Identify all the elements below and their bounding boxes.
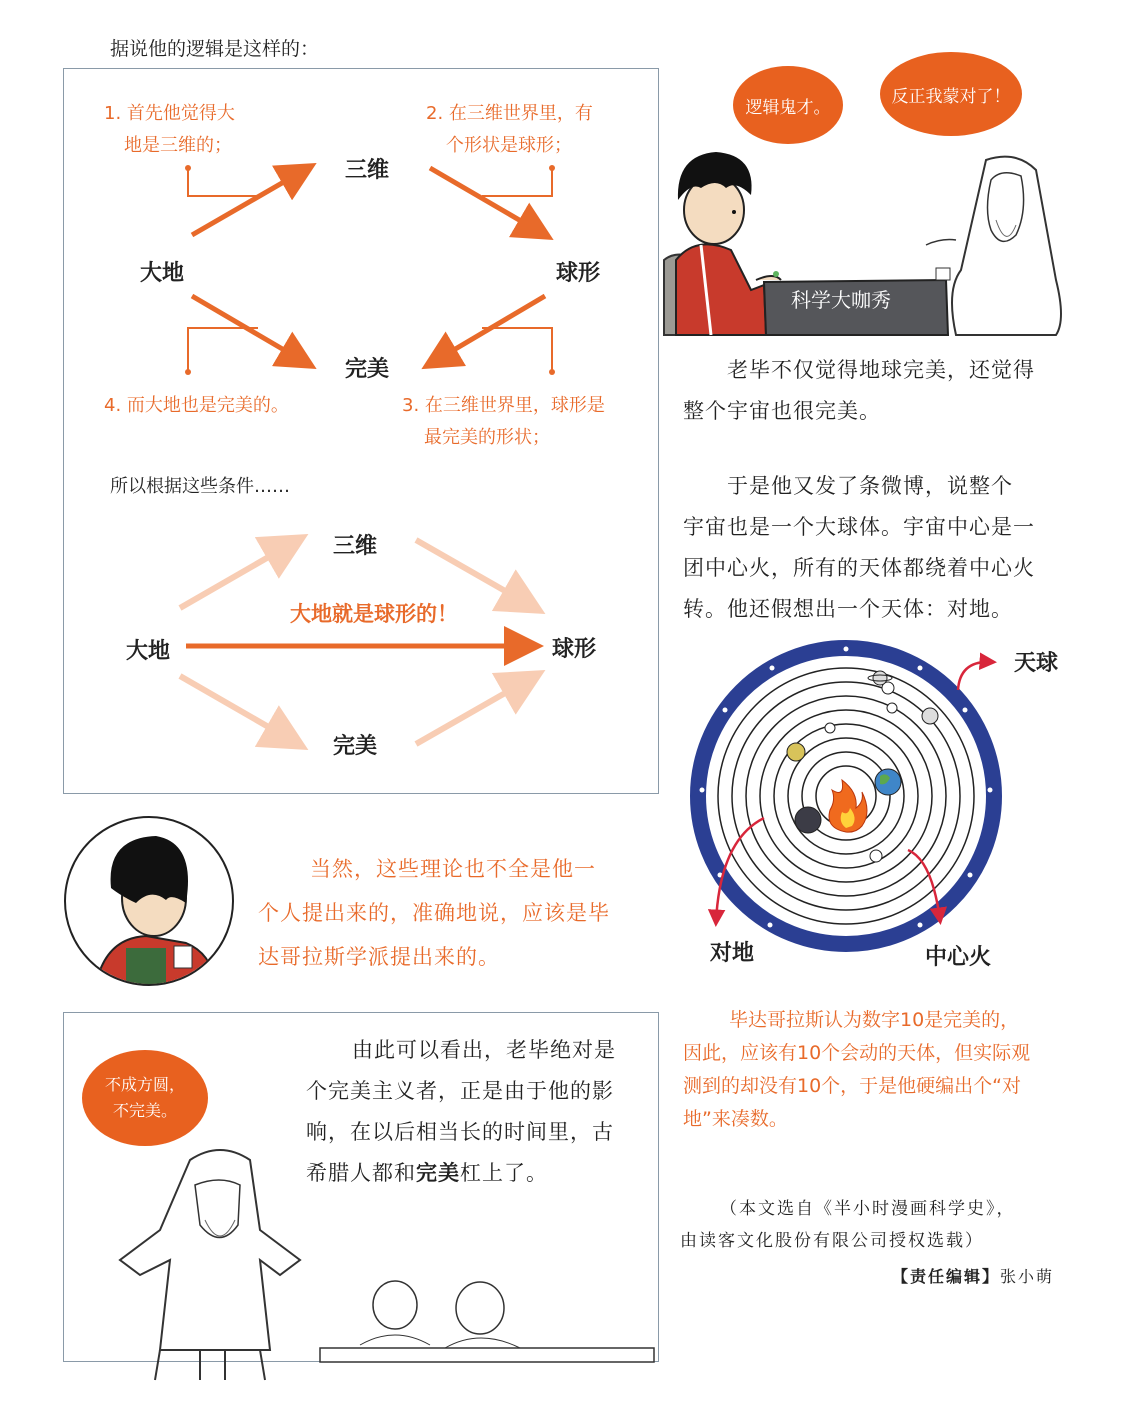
bottom-paragraph: 由此可以看出，老毕绝对是 个完美主义者，正是由于他的影 响，在以后相当长的时间里，古 希腊人都和完美杠上了。 [306, 1038, 616, 1185]
jupiter-icon [922, 708, 938, 724]
cosmos-diagram [680, 640, 1100, 980]
node-perfect: 完美 [345, 357, 390, 382]
mercury-icon [787, 743, 805, 761]
saturn-icon [873, 671, 887, 685]
label-counter-earth: 对地 [710, 941, 755, 966]
right-paragraph-1: 老毕不仅觉得地球完美，还觉得 整个宇宙也很完美。 [683, 358, 1035, 423]
caption-text: 毕达哥拉斯认为数字10是完美的， 因此，应该有10个会动的天体，但实际观 测到的却没有10个，于是他硬编出个“对 地”来凑数。 [683, 1009, 1031, 1130]
earth-icon [875, 769, 901, 795]
counter-earth-icon [795, 807, 821, 833]
sky-arrow [958, 662, 992, 690]
arrow-earth-to-perfect [192, 296, 308, 364]
faded-arrow-1 [180, 540, 298, 608]
bubble-lucky: 反正我蒙对了！ [880, 52, 1022, 136]
comic-characters-top [656, 140, 1076, 340]
source-credit: （本文选自《半小时漫画科学史》， 由读客文化股份有限公司授权选载） [680, 1199, 1016, 1251]
so-text: 所以根据这些条件…… [110, 476, 290, 497]
venus-icon [825, 723, 835, 733]
bubble-imperfect: 不成方圆， 不完美。 [82, 1050, 208, 1146]
node2-3d: 三维 [333, 534, 378, 559]
comic-characters-bottom [100, 1140, 660, 1385]
note-1: 1. 首先他觉得大 地是三维的； [104, 103, 235, 156]
arrow-sphere-to-perfect [430, 296, 545, 364]
label-central-fire: 中心火 [925, 945, 992, 970]
desk-sign: 科学大咖秀 [791, 288, 891, 312]
moon-icon [870, 850, 882, 862]
arrow-earth-to-3d [192, 168, 308, 235]
conclusion-label: 大地就是球形的！ [290, 602, 458, 626]
node2-perfect: 完美 [333, 734, 378, 759]
node-3d: 三维 [345, 158, 390, 183]
note-2: 2. 在三维世界里，有 个形状是球形； [426, 103, 593, 156]
note-4: 4. 而大地也是完美的。 [104, 395, 289, 416]
node-sphere: 球形 [556, 261, 601, 286]
bubble-logic: 逻辑鬼才。 [733, 66, 843, 144]
note-3: 3. 在三维世界里，球形是 最完美的形状； [402, 395, 605, 448]
circle-text: 当然，这些理论也不全是他一 个人提出来的，准确地说，应该是毕 达哥拉斯学派提出来的。 [258, 857, 610, 969]
note4-connector [188, 328, 258, 372]
node-earth: 大地 [140, 261, 185, 286]
faded-arrow-3 [180, 676, 298, 744]
node2-sphere: 球形 [552, 637, 597, 662]
right-paragraph-2: 于是他又发了条微博，说整个 宇宙也是一个大球体。宇宙中心是一 团中心火，所有的天体都绕着中心火 转。他还假想出一个天体：对地。 [683, 474, 1035, 621]
note1-connector [188, 168, 258, 196]
arrow-3d-to-sphere [430, 168, 545, 235]
label-celestial-sphere: 天球 [1014, 651, 1059, 676]
editor-credit: 【责任编辑】张小萌 [892, 1267, 1055, 1286]
boy-avatar [64, 816, 234, 986]
intro-text: 据说他的逻辑是这样的： [110, 38, 320, 60]
node2-earth: 大地 [126, 639, 171, 664]
faded-arrow-4 [416, 676, 535, 744]
note3-connector [482, 328, 552, 372]
note2-connector [482, 168, 552, 196]
